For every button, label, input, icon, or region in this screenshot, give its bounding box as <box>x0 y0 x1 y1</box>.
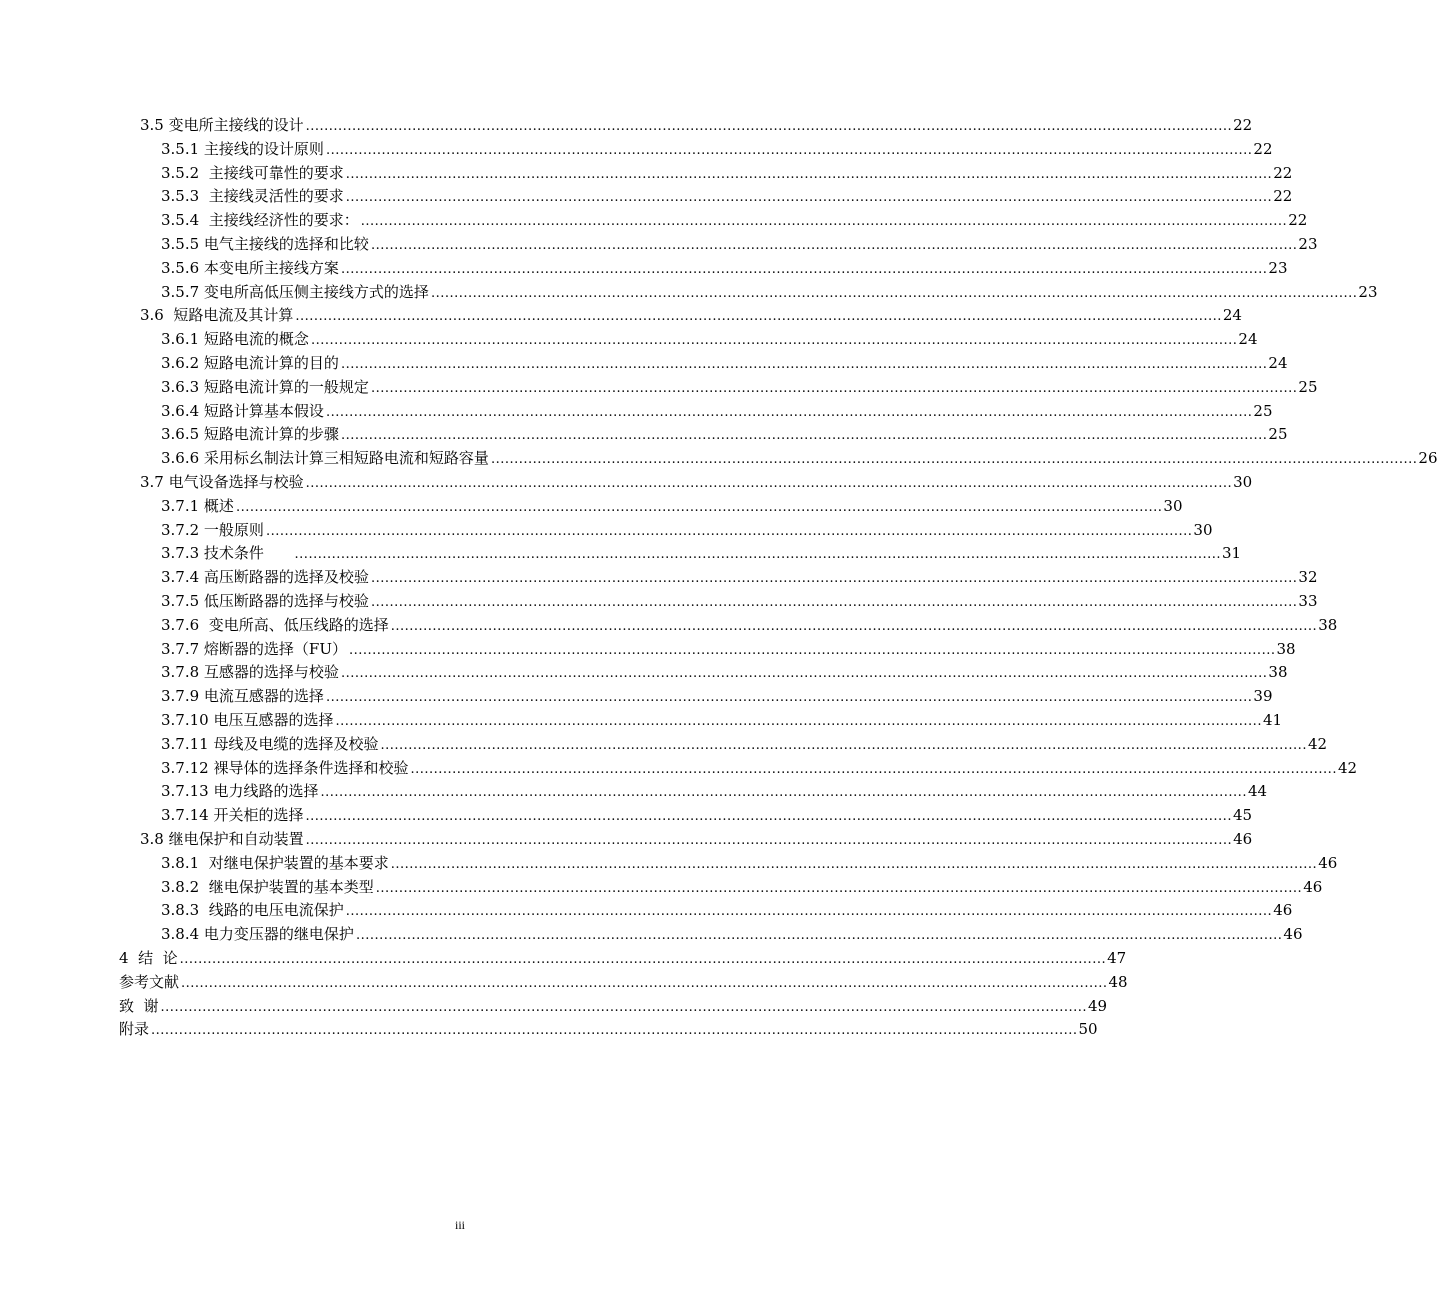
toc-entry-title: 3.5.5 电气主接线的选择和比较 <box>161 235 369 253</box>
toc-entry-page: 38 <box>1318 616 1338 634</box>
toc-entry-title: 3.7.4 高压断路器的选择及校验 <box>161 568 369 586</box>
toc-entry-page: 23 <box>1268 259 1288 277</box>
toc-entry-page: 45 <box>1232 806 1253 824</box>
toc-entry[interactable] <box>161 779 1268 803</box>
toc-entry-title: 3.6.2 短路电流计算的目的 <box>161 354 339 372</box>
toc-leader-dots: ........................................................................................................................................................................................................ <box>375 881 1303 896</box>
toc-entry[interactable] <box>161 161 1293 185</box>
toc-entry-page: 30 <box>1163 497 1183 515</box>
toc-leader-dots: ........................................................................................................................................................................................................ <box>160 1000 1088 1015</box>
toc-entry[interactable] <box>161 208 1308 232</box>
page-footer-number: iii <box>454 1218 465 1232</box>
toc-entry[interactable] <box>161 541 1242 565</box>
toc-entry[interactable] <box>161 327 1258 351</box>
toc-entry[interactable] <box>161 184 1293 208</box>
toc-leader-dots: ........................................................................................................................................................................................................ <box>380 738 1307 753</box>
toc-entry-title: 3.8.1 对继电保护装置的基本要求 <box>161 854 389 872</box>
toc-leader-dots: ........................................................................................................................................................................................................ <box>305 833 1233 848</box>
toc-entry-page: 38 <box>1276 640 1296 658</box>
toc-entry-page: 39 <box>1253 687 1273 705</box>
toc-leader-dots: ........................................................................................................................................................................................................ <box>305 119 1233 134</box>
toc-entry-title: 3.7.8 互感器的选择与校验 <box>161 663 339 681</box>
toc-entry-page: 23 <box>1358 283 1378 301</box>
toc-leader-dots: ........................................................................................................................................................................................................ <box>295 309 1222 324</box>
toc-entry-page: 26 <box>1418 449 1438 467</box>
toc-entry-title: 3.8.3 线路的电压电流保护 <box>161 901 344 919</box>
toc-entry[interactable] <box>161 851 1338 875</box>
toc-entry-title: 参考文献 <box>119 973 180 991</box>
toc-entry-title: 3.5.2 主接线可靠性的要求 <box>161 164 344 182</box>
toc-entry-title: 3.5.6 本变电所主接线方案 <box>161 259 339 277</box>
toc-entry[interactable] <box>161 589 1318 613</box>
toc-entry[interactable] <box>119 994 1108 1018</box>
toc-entry-page: 46 <box>1303 878 1323 896</box>
toc-entry-page: 46 <box>1233 830 1253 848</box>
toc-entry-page: 30 <box>1193 521 1213 539</box>
toc-leader-dots: ........................................................................................................................................................................................................ <box>430 286 1358 301</box>
toc-entry[interactable] <box>119 1017 1098 1041</box>
toc-entry-page: 46 <box>1318 854 1338 872</box>
toc-leader-dots: ........................................................................................................................................................................................................ <box>410 762 1337 777</box>
toc-entry[interactable] <box>161 351 1288 375</box>
toc-entry-title: 3.5.1 主接线的设计原则 <box>161 140 324 158</box>
toc-entry-page: 32 <box>1298 568 1318 586</box>
toc-entry[interactable] <box>161 422 1288 446</box>
toc-entry[interactable] <box>161 232 1318 256</box>
toc-entry-title: 3.7.12 裸导体的选择条件选择和校验 <box>161 759 409 777</box>
toc-entry[interactable] <box>161 613 1338 637</box>
toc-entry-page: 22 <box>1253 140 1273 158</box>
toc-entry-page: 50 <box>1078 1020 1098 1038</box>
toc-entry-title: 4 结 论 <box>119 949 178 967</box>
toc-leader-dots: ........................................................................................................................................................................................................ <box>325 405 1253 420</box>
toc-entry-title: 3.8.4 电力变压器的继电保护 <box>161 925 354 943</box>
toc-entry[interactable] <box>161 565 1318 589</box>
toc-entry[interactable] <box>161 898 1293 922</box>
toc-leader-dots: ........................................................................................................................................................................................................ <box>490 452 1418 467</box>
toc-entry-page: 25 <box>1253 402 1273 420</box>
toc-entry[interactable] <box>161 518 1213 542</box>
toc-leader-dots: ........................................................................................................................................................................................................ <box>370 595 1298 610</box>
toc-leader-dots: ........................................................................................................................................................................................................ <box>340 262 1268 277</box>
toc-entry[interactable] <box>161 922 1303 946</box>
toc-entry-title: 3.7.9 电流互感器的选择 <box>161 687 324 705</box>
toc-entry-title: 3.7.7 熔断器的选择（FU） <box>161 640 347 658</box>
toc-leader-dots: ........................................................................................................................................................................................................ <box>325 143 1253 158</box>
toc-entry-title: 3.5.4 主接线经济性的要求： <box>161 211 359 229</box>
toc-entry-page: 41 <box>1262 711 1283 729</box>
toc-entry[interactable] <box>140 470 1253 494</box>
toc-entry-title: 3.7.10 电压互感器的选择 <box>161 711 334 729</box>
toc-entry-page: 31 <box>1222 544 1242 562</box>
toc-leader-dots: ........................................................................................................................................................................................................ <box>390 619 1318 634</box>
toc-leader-dots: ........................................................................................................................................................................................................ <box>340 428 1268 443</box>
toc-entry-page: 44 <box>1247 782 1268 800</box>
toc-entry-title: 3.6.1 短路电流的概念 <box>161 330 309 348</box>
toc-entry[interactable] <box>140 827 1253 851</box>
toc-entry-page: 25 <box>1268 425 1288 443</box>
toc-entry-page: 38 <box>1268 663 1288 681</box>
toc-entry-title: 3.6.4 短路计算基本假设 <box>161 402 324 420</box>
toc-entry-title: 3.6 短路电流及其计算 <box>140 306 294 324</box>
toc-entry-page: 42 <box>1337 759 1358 777</box>
toc-entry[interactable] <box>161 137 1273 161</box>
toc-entry-title: 附录 <box>119 1020 150 1038</box>
toc-leader-dots: ........................................................................................................................................................................................................ <box>345 167 1273 182</box>
toc-entry-title: 3.8.2 继电保护装置的基本类型 <box>161 878 374 896</box>
toc-entry-title: 3.7.1 概述 <box>161 497 234 515</box>
toc-entry-title: 3.7.14 开关柜的选择 <box>161 806 304 824</box>
toc-leader-dots: ........................................................................................................................................................................................................ <box>390 857 1318 872</box>
toc-entry-title: 3.5.7 变电所高低压侧主接线方式的选择 <box>161 283 429 301</box>
toc-entry[interactable] <box>161 494 1183 518</box>
toc-entry-page: 30 <box>1233 473 1253 491</box>
toc-leader-dots: ........................................................................................................................................................................................................ <box>349 643 1276 658</box>
toc-leader-dots: ........................................................................................................................................................................................................ <box>370 238 1298 253</box>
toc-entry[interactable] <box>161 660 1288 684</box>
toc-entry-page: 22 <box>1288 211 1308 229</box>
toc-entry[interactable] <box>161 280 1378 304</box>
toc-leader-dots: ........................................................................................................................................................................................................ <box>370 571 1298 586</box>
toc-entry-page: 33 <box>1298 592 1318 610</box>
toc-leader-dots: ........................................................................................................................................................................................................ <box>305 809 1232 824</box>
toc-entry-page: 24 <box>1268 354 1288 372</box>
toc-entry[interactable] <box>161 756 1358 780</box>
toc-leader-dots: ........................................................................................................................................................................................................ <box>325 690 1253 705</box>
toc-entry-page: 47 <box>1107 949 1127 967</box>
toc-leader-dots: ........................................................................................................................................................................................................ <box>320 785 1247 800</box>
toc-entry[interactable] <box>161 803 1253 827</box>
toc-entry[interactable] <box>119 970 1128 994</box>
toc-entry-title: 3.6.3 短路电流计算的一般规定 <box>161 378 369 396</box>
toc-entry-page: 46 <box>1283 925 1303 943</box>
toc-entry[interactable] <box>161 732 1328 756</box>
toc-leader-dots: ........................................................................................................................................................................................................ <box>370 381 1298 396</box>
toc-entry-title: 3.7.3 技术条件 <box>161 544 293 562</box>
toc-entry[interactable] <box>161 875 1323 899</box>
toc-entry-title: 3.8 继电保护和自动装置 <box>140 830 304 848</box>
toc-entry-page: 25 <box>1298 378 1318 396</box>
toc-entry-page: 22 <box>1233 116 1253 134</box>
toc-entry[interactable] <box>119 946 1127 970</box>
toc-leader-dots: ........................................................................................................................................................................................................ <box>340 666 1268 681</box>
toc-leader-dots: ........................................................................................................................................................................................................ <box>151 1023 1078 1038</box>
toc-entry[interactable] <box>161 256 1288 280</box>
toc-entry[interactable] <box>140 113 1253 137</box>
toc-entry-page: 42 <box>1307 735 1328 753</box>
toc-leader-dots: ........................................................................................................................................................................................................ <box>345 190 1273 205</box>
toc-entry-page: 22 <box>1273 164 1293 182</box>
toc-entry-title: 3.7.2 一般原则 <box>161 521 264 539</box>
toc-entry-page: 46 <box>1273 901 1293 919</box>
toc-entry[interactable] <box>161 375 1318 399</box>
toc-entry-title: 3.5 变电所主接线的设计 <box>140 116 304 134</box>
toc-entry-title: 3.6.6 采用标幺制法计算三相短路电流和短路容量 <box>161 449 489 467</box>
toc-entry[interactable] <box>140 303 1242 327</box>
toc-leader-dots: ........................................................................................................................................................................................................ <box>340 357 1268 372</box>
toc-leader-dots: ........................................................................................................................................................................................................ <box>355 928 1283 943</box>
toc-entry-title: 3.5.3 主接线灵活性的要求 <box>161 187 344 205</box>
toc-leader-dots: ........................................................................................................................................................................................................ <box>265 524 1193 539</box>
toc-leader-dots: ........................................................................................................................................................................................................ <box>179 952 1107 967</box>
toc-entry-page: 24 <box>1222 306 1242 324</box>
toc-entry-page: 48 <box>1108 973 1128 991</box>
toc-entry[interactable] <box>161 708 1283 732</box>
toc-entry-page: 22 <box>1273 187 1293 205</box>
toc-leader-dots: ........................................................................................................................................................................................................ <box>335 714 1262 729</box>
toc-entry[interactable] <box>161 684 1273 708</box>
toc-entry-title: 3.7.6 变电所高、低压线路的选择 <box>161 616 389 634</box>
toc-entry[interactable] <box>161 446 1438 470</box>
toc-leader-dots: ........................................................................................................................................................................................................ <box>294 547 1222 562</box>
toc-entry-title: 致 谢 <box>119 997 159 1015</box>
toc-leader-dots: ........................................................................................................................................................................................................ <box>360 214 1288 229</box>
toc-entry-page: 49 <box>1088 997 1108 1015</box>
toc-leader-dots: ........................................................................................................................................................................................................ <box>305 476 1233 491</box>
toc-entry[interactable] <box>161 399 1273 423</box>
toc-entry-title: 3.7.11 母线及电缆的选择及校验 <box>161 735 379 753</box>
toc-leader-dots: ........................................................................................................................................................................................................ <box>181 976 1108 991</box>
toc-entry-page: 23 <box>1298 235 1318 253</box>
toc-entry-title: 3.7 电气设备选择与校验 <box>140 473 304 491</box>
toc-leader-dots: ........................................................................................................................................................................................................ <box>310 333 1238 348</box>
toc-leader-dots: ........................................................................................................................................................................................................ <box>235 500 1163 515</box>
toc-entry[interactable] <box>161 637 1296 661</box>
toc-leader-dots: ........................................................................................................................................................................................................ <box>345 904 1273 919</box>
toc-entry-title: 3.6.5 短路电流计算的步骤 <box>161 425 339 443</box>
toc-entry-title: 3.7.13 电力线路的选择 <box>161 782 319 800</box>
toc-entry-title: 3.7.5 低压断路器的选择与校验 <box>161 592 369 610</box>
toc-entry-page: 24 <box>1238 330 1258 348</box>
